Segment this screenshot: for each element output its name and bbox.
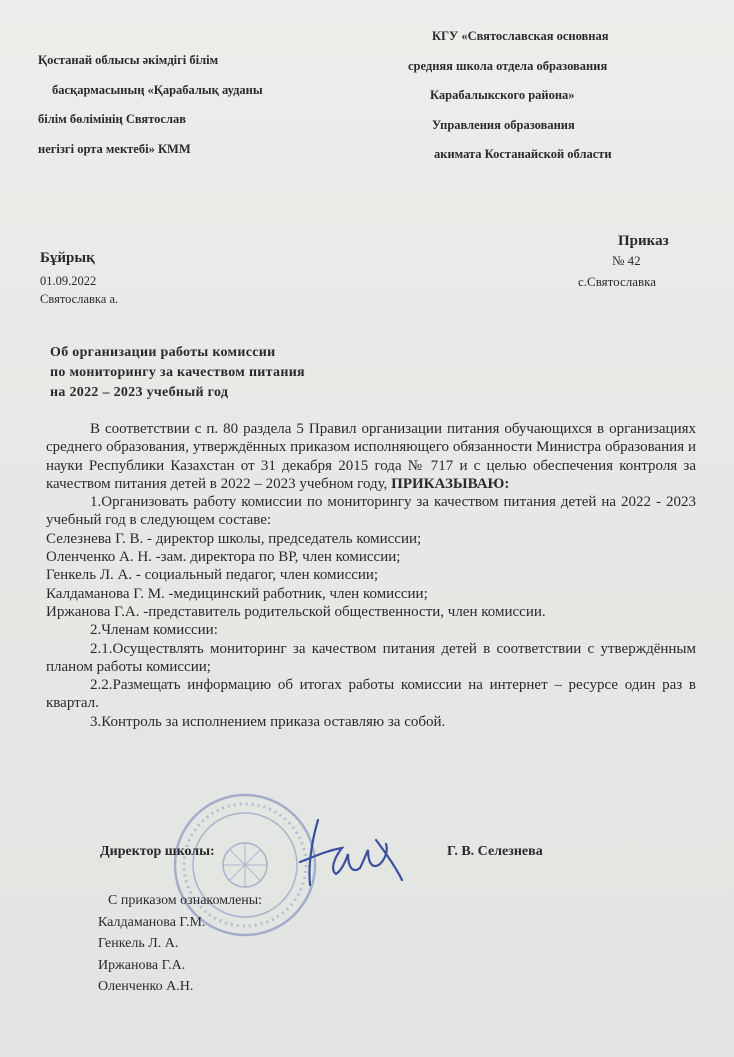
item-2-1: 2.1.Осуществлять мониторинг за качеством питания детей в соответствии с утверждённым планом работы комиссии;	[46, 640, 696, 675]
doc-type-kz: Бұйрық	[40, 250, 95, 266]
director-label: Директор школы:	[100, 844, 215, 859]
header-ru-line: средняя школа отдела образования	[408, 58, 608, 73]
director-signature-image	[290, 810, 410, 900]
ack-name: Иржанова Г.А.	[98, 957, 186, 973]
header-ru-line: акимата Костанайской области	[434, 147, 612, 161]
doc-type-ru: Приказ	[618, 233, 669, 249]
item-1: 1.Организовать работу комиссии по мониторингу за качеством питания детей на 2022 - 2023 учебный год в следующем составе:	[46, 494, 696, 529]
doc-place-kz: Святославка а.	[40, 292, 119, 306]
member-line: Калдаманова Г. М. -медицинский работник, член комиссии;	[46, 585, 428, 602]
item-2: 2.Членам комиссии:	[90, 622, 218, 639]
doc-date: 01.09.2022	[40, 274, 97, 288]
header-kz-line: негізгі орта мектебі» КММ	[38, 141, 191, 156]
header-ru-line: Управления образования	[432, 117, 575, 132]
member-line: Селезнева Г. В. - директор школы, председатель комиссии;	[46, 530, 422, 547]
title-line: по мониторингу за качеством питания	[50, 365, 305, 380]
item-2-2: 2.2.Размещать информацию об итогах работы комиссии на интернет – ресурсе один раз в квартал.	[46, 677, 696, 712]
header-kazakh	[38, 46, 338, 164]
header-russian	[408, 22, 708, 170]
header-kz-line: Қостанай облысы әкімдігі білім	[38, 53, 219, 67]
preamble-text: В соответствии с п. 80 раздела 5 Правил организации питания обучающихся в организациях среднего образования, утверждённых приказом исполняющего обязанности Министра образования и науки Республики Казахстан от 31 декабря 2015 года № 717 и с целью обеспечения контроля за качеством питания детей в 2022 – 2023 учебном году,	[46, 421, 696, 492]
ack-heading: С приказом ознакомлены:	[108, 893, 263, 908]
item-3: 3.Контроль за исполнением приказа оставляю за собой.	[90, 713, 446, 730]
member-line: Генкель Л. А. - социальный педагог, член комиссии;	[46, 567, 379, 584]
order-body	[46, 420, 696, 731]
title-line: Об организации работы комиссии	[50, 345, 276, 360]
order-title	[50, 343, 470, 403]
acknowledgement-list	[98, 890, 262, 998]
ack-name: Калдаманова Г.М.	[98, 914, 206, 930]
doc-number: № 42	[612, 253, 641, 268]
ack-name: Оленченко А.Н.	[98, 979, 194, 994]
doc-place-ru: с.Святославка	[578, 274, 657, 289]
header-kz-line: басқармасының «Қарабалық ауданы	[52, 82, 263, 97]
header-ru-line: КГУ «Святославская основная	[432, 29, 609, 43]
member-line: Оленченко А. Н. -зам. директора по ВР, член комиссии;	[46, 549, 401, 566]
title-line: на 2022 – 2023 учебный год	[50, 385, 229, 400]
director-name: Г. В. Селезнева	[447, 844, 543, 859]
order-word: ПРИКАЗЫВАЮ:	[391, 475, 510, 492]
header-kz-line: білім бөлімінің Святослав	[38, 112, 186, 126]
member-line: Иржанова Г.А. -представитель родительской общественности, член комиссии.	[46, 603, 546, 620]
header-ru-line: Карабалыкского района»	[430, 88, 575, 102]
preamble-paragraph	[46, 420, 696, 493]
signature-block	[0, 790, 734, 1030]
ack-name: Генкель Л. А.	[98, 936, 179, 951]
